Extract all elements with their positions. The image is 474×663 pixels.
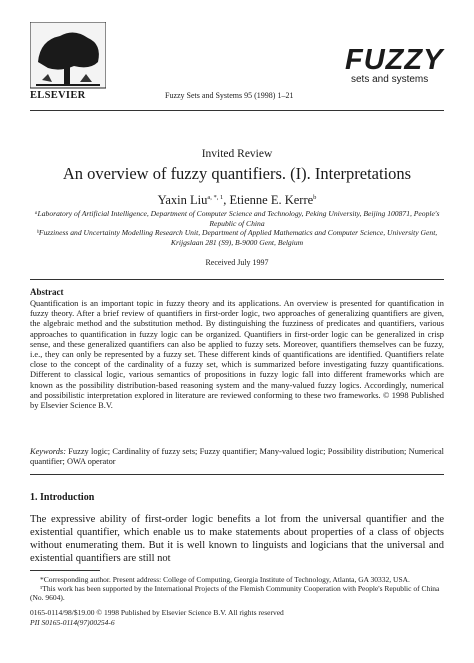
abstract-text: Quantification is an important topic in fuzzy theory and its applications. An overview is presented for quantification in fuzzy theory. After a brief review of quantifiers in first-order logic, two approaches of generalizing quantifiers are given, the algebraic method and the substitution method. By distinguishing the fuzziness of predicates and quantifiers, various approaches to quantification in fuzzy logic can be organized. Quantifiers in first-order logic can be generalized in crisp sense, and these generalized quantifiers can also be applied to fuzzy sets. Moreover, quantifiers themselves can be fuzzy, i.e., they can only be represented by a fuzzy set. These different kinds of quantifications are identified. Quantifiers relate close to the concept of the cardinality of a fuzzy set, which is summarized before investigating fuzzy quantifications. Different to classical logic, various semantics of propositions in fuzzy logic fall into different frameworks which are known as the possibility distribution-based reasoning system and the many-valued fuzzy logics. Accordingly, numerical and possibilistic interpretation explored in literature are reviewed conforming to these two frameworks. © 1998 Published by Elsevier Science B.V. — [30, 299, 444, 411]
keywords-text: Fuzzy logic; Cardinality of fuzzy sets; Fuzzy quantifier; Many-valued logic; Possibility distribution; Numerical quantifier; OWA operator — [30, 447, 444, 467]
journal-logo-title: FUZZY — [345, 44, 444, 76]
footnotes — [30, 575, 444, 602]
keywords-label: Keywords: — [30, 447, 66, 456]
article-title: An overview of fuzzy quantifiers. (I). Interpretations — [62, 164, 412, 183]
footnote-support: ¹This work has been supported by the International Projects of the Flemish Community Cooperation with People's Republic of China (No. 9604). — [30, 584, 440, 602]
abstract-bottom-rule — [30, 474, 444, 475]
received-date: Received July 1997 — [205, 258, 269, 267]
affiliation-b: ᵇFuzziness and Uncertainty Modelling Research Unit, Department of Applied Mathematics and Computer Science, University Gent, Krijgslaan 281 (S9), B-9000 Gent, Belgium — [36, 228, 438, 247]
keywords — [30, 447, 444, 467]
footnote-corresponding: *Corresponding author. Present address: College of Computing, Georgia Institute of Technology, Atlanta, GA 30332, USA. — [40, 575, 410, 584]
pii-line: PII S0165-0114(97)00254-6 — [30, 618, 115, 627]
journal-reference: Fuzzy Sets and Systems 95 (1998) 1–21 — [165, 91, 294, 100]
intro-paragraph: The expressive ability of first-order logic benefits a lot from the universal quantifier and the existential quantifier, which enable us to make statements about properties of a class of objects without enumerating them. But it is well known to linguists and logicians that the universal and existential quantifiers are still not — [30, 514, 444, 564]
author-2-marks: b — [313, 193, 317, 201]
abstract-heading: Abstract — [30, 287, 64, 297]
section-heading: 1. Introduction — [30, 492, 95, 503]
affiliation-a: ᵃLaboratory of Artificial Intelligence, Department of Computer Science and Technology, Peking University, Beijing 100871, People's Republic of China — [34, 209, 440, 228]
abstract-top-rule — [30, 279, 444, 280]
elsevier-tree-logo — [30, 22, 106, 100]
article-authors — [30, 193, 444, 208]
journal-logo — [345, 46, 445, 92]
article-section: Invited Review — [201, 148, 273, 160]
author-name-1: Yaxin Liu — [157, 193, 208, 207]
copyright-line: 0165-0114/98/$19.00 © 1998 Published by Elsevier Science B.V. All rights reserved — [30, 608, 284, 617]
publisher-name: ELSEVIER — [30, 90, 86, 101]
footnote-rule — [30, 570, 100, 571]
author-1-marks: a, *, 1 — [207, 193, 224, 201]
author-separator: , Etienne E. Kerre — [223, 193, 314, 207]
header-rule — [30, 110, 444, 111]
journal-logo-subtitle: sets and systems — [351, 74, 429, 85]
